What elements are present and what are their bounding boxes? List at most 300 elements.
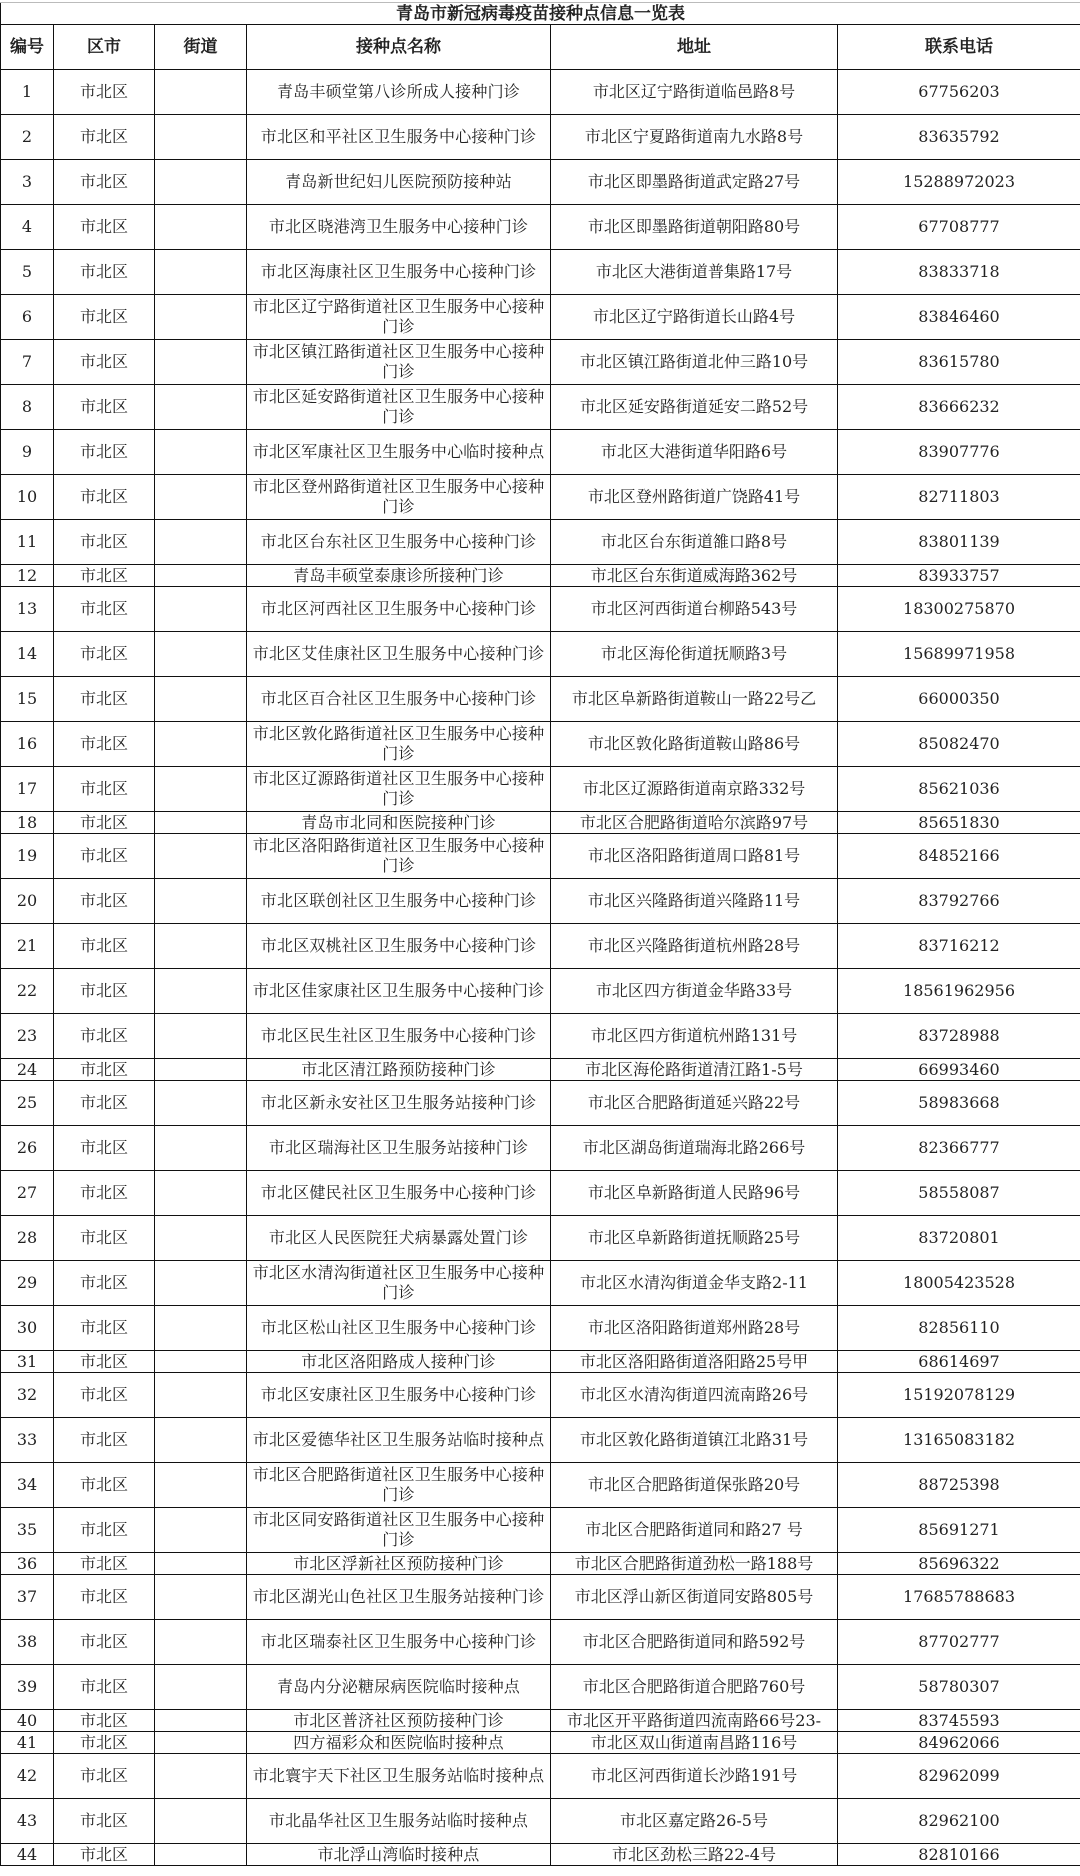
cell-number[interactable]: 35 [1,1508,54,1553]
table-row [1,115,1080,160]
cell-street[interactable] [155,1732,247,1754]
cell-number[interactable]: 13 [1,587,54,632]
vaccination-sites-table [0,2,1080,1866]
cell-site-name[interactable]: 市北区水清沟街道社区卫生服务中心接种门诊 [247,1261,551,1306]
cell-site-name[interactable]: 青岛市北同和医院接种门诊 [247,812,551,834]
cell-number[interactable]: 38 [1,1620,54,1665]
cell-phone[interactable]: 82856110 [838,1306,1080,1351]
cell-number[interactable]: 28 [1,1216,54,1261]
cell-site-name[interactable]: 市北区辽源路街道社区卫生服务中心接种门诊 [247,767,551,812]
cell-district[interactable]: 市北区 [54,1553,155,1575]
cell-number[interactable]: 4 [1,205,54,250]
cell-street[interactable] [155,1171,247,1216]
cell-site-name[interactable]: 市北区人民医院狂犬病暴露处置门诊 [247,1216,551,1261]
cell-district[interactable]: 市北区 [54,1081,155,1126]
cell-number[interactable]: 5 [1,250,54,295]
table-row [1,587,1080,632]
cell-number[interactable]: 43 [1,1799,54,1844]
cell-address[interactable]: 市北区海伦路街道清江路1-5号 [551,1059,838,1081]
cell-address[interactable]: 市北区宁夏路街道南九水路8号 [551,115,838,160]
cell-district[interactable]: 市北区 [54,1732,155,1754]
cell-district[interactable]: 市北区 [54,430,155,475]
cell-site-name[interactable]: 市北区台东社区卫生服务中心接种门诊 [247,520,551,565]
cell-site-name[interactable]: 市北区敦化路街道社区卫生服务中心接种门诊 [247,722,551,767]
cell-street[interactable] [155,1081,247,1126]
cell-phone[interactable]: 82711803 [838,475,1080,520]
table-row [1,1553,1080,1575]
cell-number[interactable]: 34 [1,1463,54,1508]
cell-site-name[interactable]: 市北区松山社区卫生服务中心接种门诊 [247,1306,551,1351]
cell-site-name[interactable]: 市北区浮新社区预防接种门诊 [247,1553,551,1575]
cell-number[interactable]: 11 [1,520,54,565]
cell-site-name[interactable]: 市北区镇江路街道社区卫生服务中心接种门诊 [247,340,551,385]
cell-district[interactable]: 市北区 [54,385,155,430]
cell-number[interactable]: 14 [1,632,54,677]
cell-site-name[interactable]: 市北区百合社区卫生服务中心接种门诊 [247,677,551,722]
cell-district[interactable]: 市北区 [54,1216,155,1261]
cell-phone[interactable]: 88725398 [838,1463,1080,1508]
cell-phone[interactable]: 58983668 [838,1081,1080,1126]
cell-phone[interactable]: 83716212 [838,924,1080,969]
cell-site-name[interactable]: 市北区普济社区预防接种门诊 [247,1710,551,1732]
table-row [1,1844,1080,1866]
cell-number[interactable]: 1 [1,70,54,115]
cell-phone[interactable]: 83907776 [838,430,1080,475]
cell-district[interactable]: 市北区 [54,722,155,767]
cell-district[interactable]: 市北区 [54,879,155,924]
cell-address[interactable]: 市北区洛阳路街道郑州路28号 [551,1306,838,1351]
cell-street[interactable] [155,722,247,767]
table-row [1,1799,1080,1844]
cell-phone[interactable]: 85082470 [838,722,1080,767]
cell-address[interactable]: 市北区大港街道普集路17号 [551,250,838,295]
cell-district[interactable]: 市北区 [54,205,155,250]
table-row [1,924,1080,969]
cell-address[interactable]: 市北区合肥路街道同和路592号 [551,1620,838,1665]
cell-street[interactable] [155,1463,247,1508]
table-row [1,1081,1080,1126]
cell-address[interactable]: 市北区阜新路街道鞍山一路22号乙 [551,677,838,722]
cell-number[interactable]: 21 [1,924,54,969]
cell-district[interactable]: 市北区 [54,1710,155,1732]
cell-address[interactable]: 市北区台东街道威海路362号 [551,565,838,587]
cell-number[interactable]: 9 [1,430,54,475]
cell-phone[interactable]: 67756203 [838,70,1080,115]
cell-district[interactable]: 市北区 [54,1059,155,1081]
cell-number[interactable]: 25 [1,1081,54,1126]
cell-district[interactable]: 市北区 [54,1844,155,1866]
cell-site-name[interactable]: 市北区清江路预防接种门诊 [247,1059,551,1081]
cell-address[interactable]: 市北区湖岛街道瑞海北路266号 [551,1126,838,1171]
cell-district[interactable]: 市北区 [54,1620,155,1665]
cell-phone[interactable]: 84962066 [838,1732,1080,1754]
cell-address[interactable]: 市北区即墨路街道武定路27号 [551,160,838,205]
cell-number[interactable]: 30 [1,1306,54,1351]
cell-phone[interactable]: 83846460 [838,295,1080,340]
cell-street[interactable] [155,767,247,812]
cell-district[interactable]: 市北区 [54,115,155,160]
cell-address[interactable]: 市北区河西街道台柳路543号 [551,587,838,632]
cell-site-name[interactable]: 市北区同安路街道社区卫生服务中心接种门诊 [247,1508,551,1553]
cell-address[interactable]: 市北区阜新路街道抚顺路25号 [551,1216,838,1261]
table-row [1,70,1080,115]
cell-district[interactable]: 市北区 [54,565,155,587]
cell-number[interactable]: 33 [1,1418,54,1463]
cell-address[interactable]: 市北区阜新路街道人民路96号 [551,1171,838,1216]
cell-street[interactable] [155,1373,247,1418]
cell-address[interactable]: 市北区敦化路街道鞍山路86号 [551,722,838,767]
cell-address[interactable]: 市北区浮山新区街道同安路805号 [551,1575,838,1620]
cell-district[interactable]: 市北区 [54,1014,155,1059]
cell-street[interactable] [155,115,247,160]
cell-phone[interactable]: 83745593 [838,1710,1080,1732]
table-row [1,1351,1080,1373]
cell-address[interactable]: 市北区合肥路街道延兴路22号 [551,1081,838,1126]
cell-district[interactable]: 市北区 [54,1418,155,1463]
cell-number[interactable]: 27 [1,1171,54,1216]
cell-street[interactable] [155,1844,247,1866]
header-number: 编号 [1,25,54,70]
cell-street[interactable] [155,587,247,632]
cell-street[interactable] [155,812,247,834]
cell-phone[interactable]: 15192078129 [838,1373,1080,1418]
cell-number[interactable]: 36 [1,1553,54,1575]
cell-district[interactable]: 市北区 [54,587,155,632]
cell-number[interactable]: 23 [1,1014,54,1059]
cell-phone[interactable]: 18300275870 [838,587,1080,632]
cell-phone[interactable]: 13165083182 [838,1418,1080,1463]
cell-number[interactable]: 10 [1,475,54,520]
cell-street[interactable] [155,1261,247,1306]
cell-site-name[interactable]: 市北区军康社区卫生服务中心临时接种点 [247,430,551,475]
cell-address[interactable]: 市北区开平路街道四流南路66号23- [551,1710,838,1732]
cell-district[interactable]: 市北区 [54,834,155,879]
title-row [1,3,1080,25]
cell-address[interactable]: 市北区合肥路街道劲松一路188号 [551,1553,838,1575]
cell-district[interactable]: 市北区 [54,767,155,812]
cell-site-name[interactable]: 市北区延安路街道社区卫生服务中心接种门诊 [247,385,551,430]
cell-number[interactable]: 39 [1,1665,54,1710]
cell-site-name[interactable]: 市北区爱德华社区卫生服务站临时接种点 [247,1418,551,1463]
cell-district[interactable]: 市北区 [54,1575,155,1620]
cell-district[interactable]: 市北区 [54,160,155,205]
cell-address[interactable]: 市北区双山街道南昌路116号 [551,1732,838,1754]
cell-street[interactable] [155,295,247,340]
cell-phone[interactable]: 85621036 [838,767,1080,812]
cell-number[interactable]: 17 [1,767,54,812]
cell-phone[interactable]: 82810166 [838,1844,1080,1866]
cell-phone[interactable]: 58558087 [838,1171,1080,1216]
cell-phone[interactable]: 83833718 [838,250,1080,295]
cell-phone[interactable]: 58780307 [838,1665,1080,1710]
cell-phone[interactable]: 83635792 [838,115,1080,160]
cell-district[interactable]: 市北区 [54,812,155,834]
cell-number[interactable]: 29 [1,1261,54,1306]
cell-district[interactable]: 市北区 [54,520,155,565]
cell-district[interactable]: 市北区 [54,70,155,115]
table-row [1,475,1080,520]
cell-number[interactable]: 40 [1,1710,54,1732]
cell-district[interactable]: 市北区 [54,475,155,520]
cell-street[interactable] [155,1216,247,1261]
cell-street[interactable] [155,70,247,115]
cell-phone[interactable]: 83615780 [838,340,1080,385]
cell-address[interactable]: 市北区登州路街道广饶路41号 [551,475,838,520]
cell-site-name[interactable]: 市北区瑞海社区卫生服务站接种门诊 [247,1126,551,1171]
cell-street[interactable] [155,1306,247,1351]
cell-address[interactable]: 市北区辽源路街道南京路332号 [551,767,838,812]
cell-phone[interactable]: 15689971958 [838,632,1080,677]
table-row [1,1306,1080,1351]
cell-district[interactable]: 市北区 [54,1799,155,1844]
cell-street[interactable] [155,520,247,565]
cell-number[interactable]: 15 [1,677,54,722]
cell-address[interactable]: 市北区合肥路街道同和路27 号 [551,1508,838,1553]
cell-street[interactable] [155,250,247,295]
cell-number[interactable]: 37 [1,1575,54,1620]
cell-address[interactable]: 市北区海伦街道抚顺路3号 [551,632,838,677]
cell-phone[interactable]: 87702777 [838,1620,1080,1665]
cell-district[interactable]: 市北区 [54,1126,155,1171]
cell-address[interactable]: 市北区洛阳路街道周口路81号 [551,834,838,879]
cell-address[interactable]: 市北区大港街道华阳路6号 [551,430,838,475]
cell-address[interactable]: 市北区敦化路街道镇江北路31号 [551,1418,838,1463]
cell-site-name[interactable]: 市北区登州路街道社区卫生服务中心接种门诊 [247,475,551,520]
cell-street[interactable] [155,340,247,385]
cell-street[interactable] [155,1575,247,1620]
cell-street[interactable] [155,1508,247,1553]
cell-district[interactable]: 市北区 [54,969,155,1014]
cell-street[interactable] [155,924,247,969]
cell-site-name[interactable]: 青岛丰硕堂第八诊所成人接种门诊 [247,70,551,115]
cell-site-name[interactable]: 市北区辽宁路街道社区卫生服务中心接种门诊 [247,295,551,340]
cell-site-name[interactable]: 市北区民生社区卫生服务中心接种门诊 [247,1014,551,1059]
cell-district[interactable]: 市北区 [54,1373,155,1418]
cell-district[interactable]: 市北区 [54,340,155,385]
cell-site-name[interactable]: 市北区海康社区卫生服务中心接种门诊 [247,250,551,295]
cell-street[interactable] [155,565,247,587]
cell-district[interactable]: 市北区 [54,295,155,340]
cell-site-name[interactable]: 市北区佳家康社区卫生服务中心接种门诊 [247,969,551,1014]
cell-site-name[interactable]: 市北晶华社区卫生服务站临时接种点 [247,1799,551,1844]
cell-district[interactable]: 市北区 [54,1171,155,1216]
cell-street[interactable] [155,160,247,205]
cell-phone[interactable]: 68614697 [838,1351,1080,1373]
cell-phone[interactable]: 83728988 [838,1014,1080,1059]
cell-phone[interactable]: 82366777 [838,1126,1080,1171]
table-row [1,812,1080,834]
cell-address[interactable]: 市北区台东街道雒口路8号 [551,520,838,565]
cell-address[interactable]: 市北区即墨路街道朝阳路80号 [551,205,838,250]
cell-site-name[interactable]: 市北寰宇天下社区卫生服务站临时接种点 [247,1754,551,1799]
cell-phone[interactable]: 15288972023 [838,160,1080,205]
cell-phone[interactable]: 18005423528 [838,1261,1080,1306]
cell-site-name[interactable]: 市北区双桃社区卫生服务中心接种门诊 [247,924,551,969]
cell-street[interactable] [155,969,247,1014]
cell-district[interactable]: 市北区 [54,1463,155,1508]
cell-site-name[interactable]: 市北区和平社区卫生服务中心接种门诊 [247,115,551,160]
cell-street[interactable] [155,205,247,250]
table-row [1,565,1080,587]
cell-address[interactable]: 市北区延安路街道延安二路52号 [551,385,838,430]
cell-address[interactable]: 市北区河西街道长沙路191号 [551,1754,838,1799]
cell-number[interactable]: 8 [1,385,54,430]
cell-phone[interactable]: 66000350 [838,677,1080,722]
cell-number[interactable]: 7 [1,340,54,385]
cell-site-name[interactable]: 市北浮山湾临时接种点 [247,1844,551,1866]
cell-street[interactable] [155,834,247,879]
cell-number[interactable]: 6 [1,295,54,340]
cell-number[interactable]: 41 [1,1732,54,1754]
table-row [1,1575,1080,1620]
cell-number[interactable]: 19 [1,834,54,879]
cell-address[interactable]: 市北区四方街道金华路33号 [551,969,838,1014]
table-row [1,1665,1080,1710]
cell-street[interactable] [155,677,247,722]
cell-district[interactable]: 市北区 [54,250,155,295]
cell-district[interactable]: 市北区 [54,1508,155,1553]
cell-number[interactable]: 20 [1,879,54,924]
cell-street[interactable] [155,1553,247,1575]
table-row [1,1261,1080,1306]
cell-site-name[interactable]: 市北区洛阳路街道社区卫生服务中心接种门诊 [247,834,551,879]
cell-site-name[interactable]: 市北区瑞泰社区卫生服务中心接种门诊 [247,1620,551,1665]
cell-address[interactable]: 市北区洛阳路街道洛阳路25号甲 [551,1351,838,1373]
cell-street[interactable] [155,1710,247,1732]
cell-district[interactable]: 市北区 [54,1351,155,1373]
cell-district[interactable]: 市北区 [54,677,155,722]
cell-site-name[interactable]: 市北区河西社区卫生服务中心接种门诊 [247,587,551,632]
cell-street[interactable] [155,1351,247,1373]
table-title: 青岛市新冠病毒疫苗接种点信息一览表 [1,3,1080,25]
cell-site-name[interactable]: 市北区健民社区卫生服务中心接种门诊 [247,1171,551,1216]
cell-district[interactable]: 市北区 [54,1261,155,1306]
cell-address[interactable]: 市北区劲松三路22-4号 [551,1844,838,1866]
cell-number[interactable]: 32 [1,1373,54,1418]
cell-site-name[interactable]: 青岛丰硕堂泰康诊所接种门诊 [247,565,551,587]
cell-street[interactable] [155,1418,247,1463]
cell-address[interactable]: 市北区镇江路街道北仲三路10号 [551,340,838,385]
cell-number[interactable]: 3 [1,160,54,205]
cell-phone[interactable]: 17685788683 [838,1575,1080,1620]
cell-district[interactable]: 市北区 [54,1665,155,1710]
cell-street[interactable] [155,385,247,430]
cell-street[interactable] [155,1799,247,1844]
cell-site-name[interactable]: 青岛新世纪妇儿医院预防接种站 [247,160,551,205]
header-site-name: 接种点名称 [247,25,551,70]
cell-phone[interactable]: 67708777 [838,205,1080,250]
cell-address[interactable]: 市北区辽宁路街道长山路4号 [551,295,838,340]
table-row [1,430,1080,475]
cell-number[interactable]: 22 [1,969,54,1014]
cell-phone[interactable]: 85691271 [838,1508,1080,1553]
table-row [1,1126,1080,1171]
cell-address[interactable]: 市北区合肥路街道合肥路760号 [551,1665,838,1710]
cell-site-name[interactable]: 市北区新永安社区卫生服务站接种门诊 [247,1081,551,1126]
cell-number[interactable]: 26 [1,1126,54,1171]
cell-phone[interactable]: 83666232 [838,385,1080,430]
cell-address[interactable]: 市北区水清沟街道四流南路26号 [551,1373,838,1418]
cell-street[interactable] [155,475,247,520]
header-street: 街道 [155,25,247,70]
table-row [1,1732,1080,1754]
table-row [1,1508,1080,1553]
cell-number[interactable]: 42 [1,1754,54,1799]
cell-address[interactable]: 市北区嘉定路26-5号 [551,1799,838,1844]
cell-phone[interactable]: 83933757 [838,565,1080,587]
spreadsheet-view [0,2,1080,1866]
cell-phone[interactable]: 66993460 [838,1059,1080,1081]
cell-number[interactable]: 44 [1,1844,54,1866]
cell-phone[interactable]: 83801139 [838,520,1080,565]
cell-address[interactable]: 市北区合肥路街道哈尔滨路97号 [551,812,838,834]
cell-street[interactable] [155,879,247,924]
cell-address[interactable]: 市北区辽宁路街道临邑路8号 [551,70,838,115]
table-row [1,1754,1080,1799]
cell-phone[interactable]: 18561962956 [838,969,1080,1014]
cell-phone[interactable]: 84852166 [838,834,1080,879]
cell-street[interactable] [155,1665,247,1710]
cell-address[interactable]: 市北区兴隆路街道兴隆路11号 [551,879,838,924]
cell-district[interactable]: 市北区 [54,924,155,969]
cell-district[interactable]: 市北区 [54,632,155,677]
cell-phone[interactable]: 82962099 [838,1754,1080,1799]
cell-street[interactable] [155,1014,247,1059]
cell-number[interactable]: 12 [1,565,54,587]
cell-district[interactable]: 市北区 [54,1754,155,1799]
cell-site-name[interactable]: 四方福彩众和医院临时接种点 [247,1732,551,1754]
cell-street[interactable] [155,1059,247,1081]
table-row [1,1620,1080,1665]
cell-address[interactable]: 市北区水清沟街道金华支路2-11 [551,1261,838,1306]
cell-number[interactable]: 2 [1,115,54,160]
cell-street[interactable] [155,1754,247,1799]
cell-number[interactable]: 18 [1,812,54,834]
cell-number[interactable]: 24 [1,1059,54,1081]
cell-site-name[interactable]: 市北区合肥路街道社区卫生服务中心接种门诊 [247,1463,551,1508]
cell-address[interactable]: 市北区合肥路街道保张路20号 [551,1463,838,1508]
cell-site-name[interactable]: 市北区洛阳路成人接种门诊 [247,1351,551,1373]
table-row [1,205,1080,250]
cell-street[interactable] [155,632,247,677]
cell-street[interactable] [155,430,247,475]
cell-site-name[interactable]: 市北区艾佳康社区卫生服务中心接种门诊 [247,632,551,677]
cell-district[interactable]: 市北区 [54,1306,155,1351]
cell-site-name[interactable]: 青岛内分泌糖尿病医院临时接种点 [247,1665,551,1710]
cell-number[interactable]: 16 [1,722,54,767]
cell-number[interactable]: 31 [1,1351,54,1373]
cell-address[interactable]: 市北区四方街道杭州路131号 [551,1014,838,1059]
cell-phone[interactable]: 83792766 [838,879,1080,924]
table-row [1,340,1080,385]
cell-phone[interactable]: 85696322 [838,1553,1080,1575]
cell-site-name[interactable]: 市北区湖光山色社区卫生服务站接种门诊 [247,1575,551,1620]
table-row [1,632,1080,677]
cell-site-name[interactable]: 市北区安康社区卫生服务中心接种门诊 [247,1373,551,1418]
cell-site-name[interactable]: 市北区联创社区卫生服务中心接种门诊 [247,879,551,924]
cell-phone[interactable]: 82962100 [838,1799,1080,1844]
table-row [1,879,1080,924]
table-row [1,295,1080,340]
cell-address[interactable]: 市北区兴隆路街道杭州路28号 [551,924,838,969]
table-row [1,767,1080,812]
cell-phone[interactable]: 83720801 [838,1216,1080,1261]
cell-site-name[interactable]: 市北区晓港湾卫生服务中心接种门诊 [247,205,551,250]
cell-phone[interactable]: 85651830 [838,812,1080,834]
cell-street[interactable] [155,1620,247,1665]
table-row [1,520,1080,565]
cell-street[interactable] [155,1126,247,1171]
